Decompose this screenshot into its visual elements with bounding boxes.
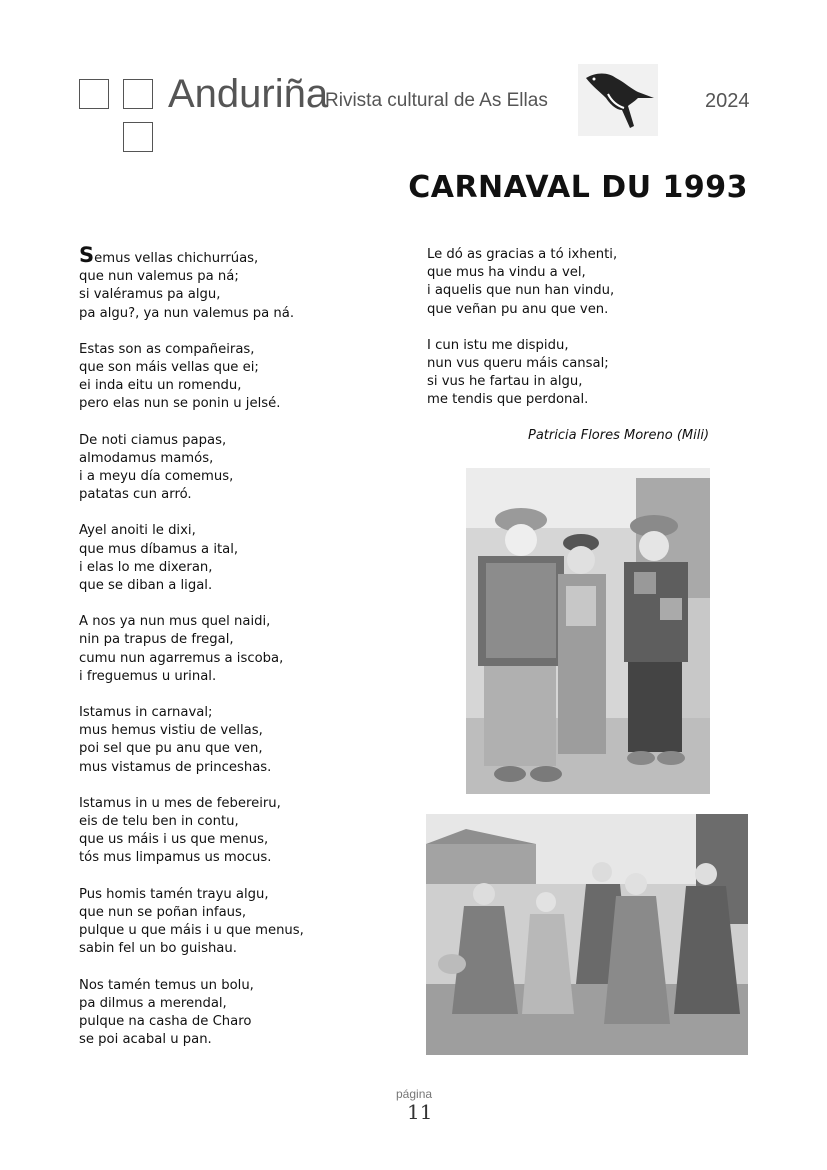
stanza — [79, 977, 409, 1050]
stanza — [427, 337, 747, 410]
magazine-subtitle: Rivista cultural de As Ellas — [325, 90, 548, 111]
stanza — [79, 613, 409, 686]
poem-line: Pus homis tamén trayu algu, — [79, 886, 269, 902]
article-title: CARNAVAL DU 1993 — [408, 170, 748, 205]
poem-line: pero elas nun se ponin u jelsé. — [79, 396, 281, 412]
poem-line: i freguemus u urinal. — [79, 668, 217, 684]
stanza — [79, 341, 409, 414]
stanza — [427, 246, 747, 319]
poem-line: emus vellas chichurrúas, — [94, 251, 259, 266]
poem-line: ei inda eitu un romendu, — [79, 378, 242, 394]
poem-left-column — [79, 243, 409, 1067]
drop-cap: S — [79, 243, 95, 267]
poem-line: almodamus mamós, — [79, 450, 214, 466]
poem-line: pulque u que máis i u que menus, — [79, 923, 304, 939]
poem-line: que us máis i us que menus, — [79, 832, 269, 848]
carnival-photo-group-women — [426, 814, 748, 1055]
stanza — [79, 704, 409, 777]
page-label: página — [396, 1087, 433, 1101]
page-number: 11 — [407, 1100, 433, 1124]
carnival-photo-three-figures — [466, 468, 710, 794]
poem-line: pulque na casha de Charo — [79, 1013, 252, 1029]
poem-line: Istamus in carnaval; — [79, 705, 213, 721]
poem-line: i elas lo me dixeran, — [79, 559, 213, 575]
poem-line: cumu nun agarremus a iscoba, — [79, 650, 284, 666]
poem-line: Ayel anoiti le dixi, — [79, 523, 196, 539]
poem-line: I cun istu me dispidu, — [427, 337, 569, 353]
poem-line: poi sel que pu anu que ven, — [79, 741, 263, 757]
poem-line: eis de telu ben in contu, — [79, 814, 239, 830]
poem-line: Estas son as compañeiras, — [79, 341, 255, 357]
issue-year: 2024 — [705, 90, 750, 112]
magazine-name: Anduriña — [168, 72, 329, 116]
poem-line: nun vus queru máis cansal; — [427, 356, 609, 372]
poem-line: De noti ciamus papas, — [79, 432, 227, 448]
poem-first-line — [79, 243, 409, 268]
poem-line: que nun valemus pa ná; — [79, 269, 239, 285]
poem-line: pa algu?, ya nun valemus pa ná. — [79, 305, 295, 321]
poem-line: nin pa trapus de fregal, — [79, 632, 234, 648]
poem-line: que se diban a ligal. — [79, 578, 213, 594]
poem-line: que nun se poñan infaus, — [79, 904, 247, 920]
author-signature: Patricia Flores Moreno (Mili) — [528, 428, 710, 443]
poem-line: que mus ha vindu a vel, — [427, 265, 586, 281]
poem-line: tós mus limpamus us mocus. — [79, 850, 272, 866]
poem-line: se poi acabal u pan. — [79, 1032, 212, 1048]
poem-line: si valéramus pa algu, — [79, 287, 221, 303]
poem-line: pa dilmus a merendal, — [79, 995, 227, 1011]
poem-line: Istamus in u mes de febereiru, — [79, 795, 281, 811]
poem-line: patatas cun arró. — [79, 487, 192, 503]
stanza — [79, 243, 409, 323]
stanza — [79, 795, 409, 868]
poem-line: Nos tamén temus un bolu, — [79, 977, 254, 993]
poem-right-column — [427, 246, 747, 428]
decorative-square — [79, 79, 109, 109]
poem-line: que mus díbamus a ital, — [79, 541, 239, 557]
poem-line: que son máis vellas que ei; — [79, 360, 259, 376]
poem-line: Le dó as gracias a tó ixhenti, — [427, 247, 618, 262]
poem-line: que veñan pu anu que ven. — [427, 301, 609, 317]
poem-line: mus hemus vistiu de vellas, — [79, 723, 263, 739]
poem-line: A nos ya nun mus quel naidi, — [79, 614, 271, 630]
stanza — [79, 886, 409, 959]
poem-line: i aquelis que nun han vindu, — [427, 283, 615, 299]
stanza — [79, 522, 409, 595]
decorative-square — [123, 79, 153, 109]
poem-line: sabin fel un bo guishau. — [79, 941, 237, 957]
swallow-bird-icon — [578, 64, 658, 136]
poem-line: mus vistamus de princeshas. — [79, 759, 272, 775]
decorative-square — [123, 122, 153, 152]
poem-line: si vus he fartau in algu, — [427, 374, 583, 390]
poem-line: me tendis que perdonal. — [427, 392, 589, 408]
stanza — [79, 432, 409, 505]
poem-line: i a meyu día comemus, — [79, 469, 234, 485]
